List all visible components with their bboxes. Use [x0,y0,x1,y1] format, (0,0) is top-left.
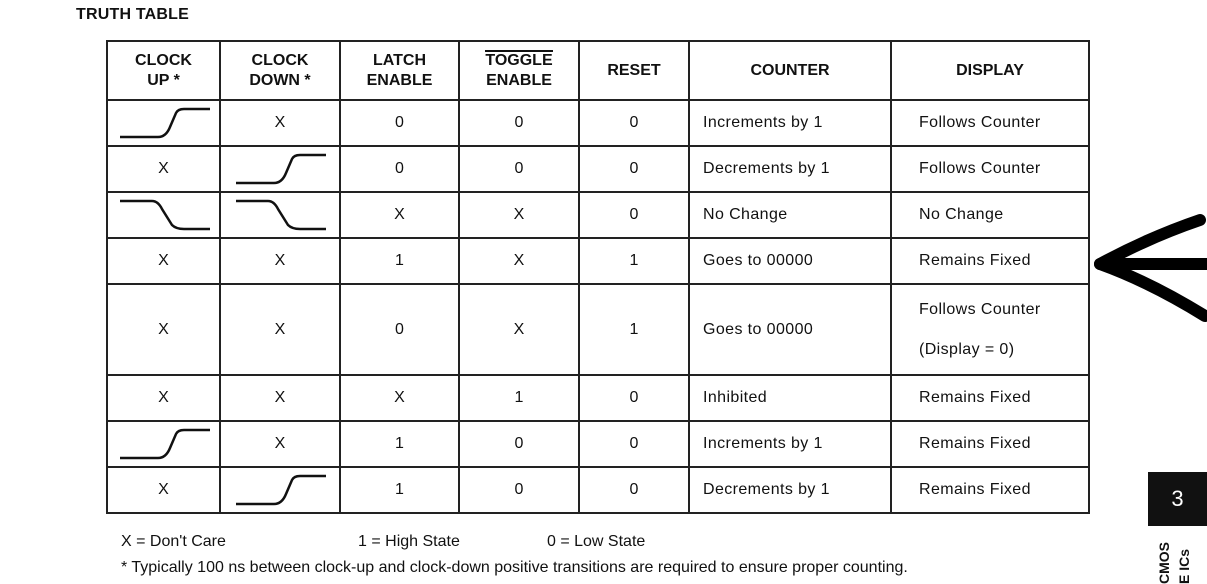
cell-latch-enable: 1 [340,421,459,467]
cell-display: Remains Fixed [891,238,1089,284]
cell-counter: Goes to 00000 [689,284,891,375]
cell-counter: Inhibited [689,375,891,421]
table-row [107,421,1089,467]
header-row [107,41,1089,100]
table-row [107,100,1089,146]
cell-clock-down [220,192,340,238]
cell-latch-enable: 0 [340,100,459,146]
cell-display: Follows Counter [891,100,1089,146]
cell-clock-up [107,192,220,238]
cell-clock-down: X [220,421,340,467]
cell-counter: Decrements by 1 [689,146,891,192]
cell-clock-up: X [107,467,220,513]
cell-reset: 0 [579,467,689,513]
header-counter: COUNTER [689,41,891,100]
cell-toggle-enable: X [459,192,579,238]
cell-reset: 1 [579,238,689,284]
header-latch-enable: LATCH ENABLE [340,41,459,100]
table-row [107,192,1089,238]
cell-counter: No Change [689,192,891,238]
page-title: TRUTH TABLE [76,6,189,23]
cell-reset: 0 [579,100,689,146]
header-clock-up: CLOCK UP * [107,41,220,100]
table-row [107,375,1089,421]
falling-edge-icon [232,197,328,233]
cell-display: Follows Counter (Display = 0) [891,284,1089,375]
cell-clock-down: X [220,100,340,146]
cell-clock-up: X [107,146,220,192]
side-section-label: CMOS E ICs [1156,542,1192,584]
cell-clock-up: X [107,238,220,284]
cell-reset: 0 [579,421,689,467]
cell-toggle-enable: 0 [459,100,579,146]
rising-edge-icon [116,105,212,141]
cell-clock-down: X [220,375,340,421]
cell-clock-up [107,100,220,146]
cell-toggle-enable: 0 [459,146,579,192]
cell-clock-up [107,421,220,467]
table-row [107,146,1089,192]
cell-reset: 0 [579,192,689,238]
page-number-tab: 3 [1148,472,1207,526]
cell-toggle-enable: 0 [459,421,579,467]
cell-toggle-enable: 1 [459,375,579,421]
rising-edge-icon [232,151,328,187]
cell-display: No Change [891,192,1089,238]
table-row [107,238,1089,284]
cell-clock-down: X [220,238,340,284]
cell-clock-down [220,146,340,192]
cell-reset: 0 [579,146,689,192]
table-row [107,467,1089,513]
legend-low-state: 0 = Low State [547,533,646,550]
header-clock-down: CLOCK DOWN * [220,41,340,100]
cell-latch-enable: 1 [340,467,459,513]
cell-clock-down: X [220,284,340,375]
falling-edge-icon [116,197,212,233]
cell-counter: Increments by 1 [689,421,891,467]
cell-toggle-enable: 0 [459,467,579,513]
legend-dont-care: X = Don't Care [121,533,226,550]
footnote: * Typically 100 ns between clock-up and clock-down positive transitions are required to ensure proper counting. [121,559,908,576]
header-reset: RESET [579,41,689,100]
cell-reset: 0 [579,375,689,421]
cell-toggle-enable: X [459,238,579,284]
cell-display: Remains Fixed [891,421,1089,467]
arrow-left-icon [1090,212,1207,324]
cell-counter: Goes to 00000 [689,238,891,284]
cell-display: Follows Counter [891,146,1089,192]
cell-latch-enable: X [340,375,459,421]
cell-latch-enable: 0 [340,284,459,375]
cell-reset: 1 [579,284,689,375]
cell-toggle-enable: X [459,284,579,375]
truth-table [106,40,1090,514]
cell-clock-down [220,467,340,513]
cell-clock-up: X [107,284,220,375]
cell-latch-enable: 0 [340,146,459,192]
cell-display: Remains Fixed [891,467,1089,513]
rising-edge-icon [232,472,328,508]
header-toggle-enable: TOGGLE ENABLE [459,41,579,100]
header-display: DISPLAY [891,41,1089,100]
cell-counter: Increments by 1 [689,100,891,146]
cell-clock-up: X [107,375,220,421]
display-note: (Display = 0) [919,340,1015,358]
cell-display: Remains Fixed [891,375,1089,421]
cell-latch-enable: X [340,192,459,238]
legend-high-state: 1 = High State [358,533,460,550]
rising-edge-icon [116,426,212,462]
cell-latch-enable: 1 [340,238,459,284]
table-row [107,284,1089,375]
cell-counter: Decrements by 1 [689,467,891,513]
